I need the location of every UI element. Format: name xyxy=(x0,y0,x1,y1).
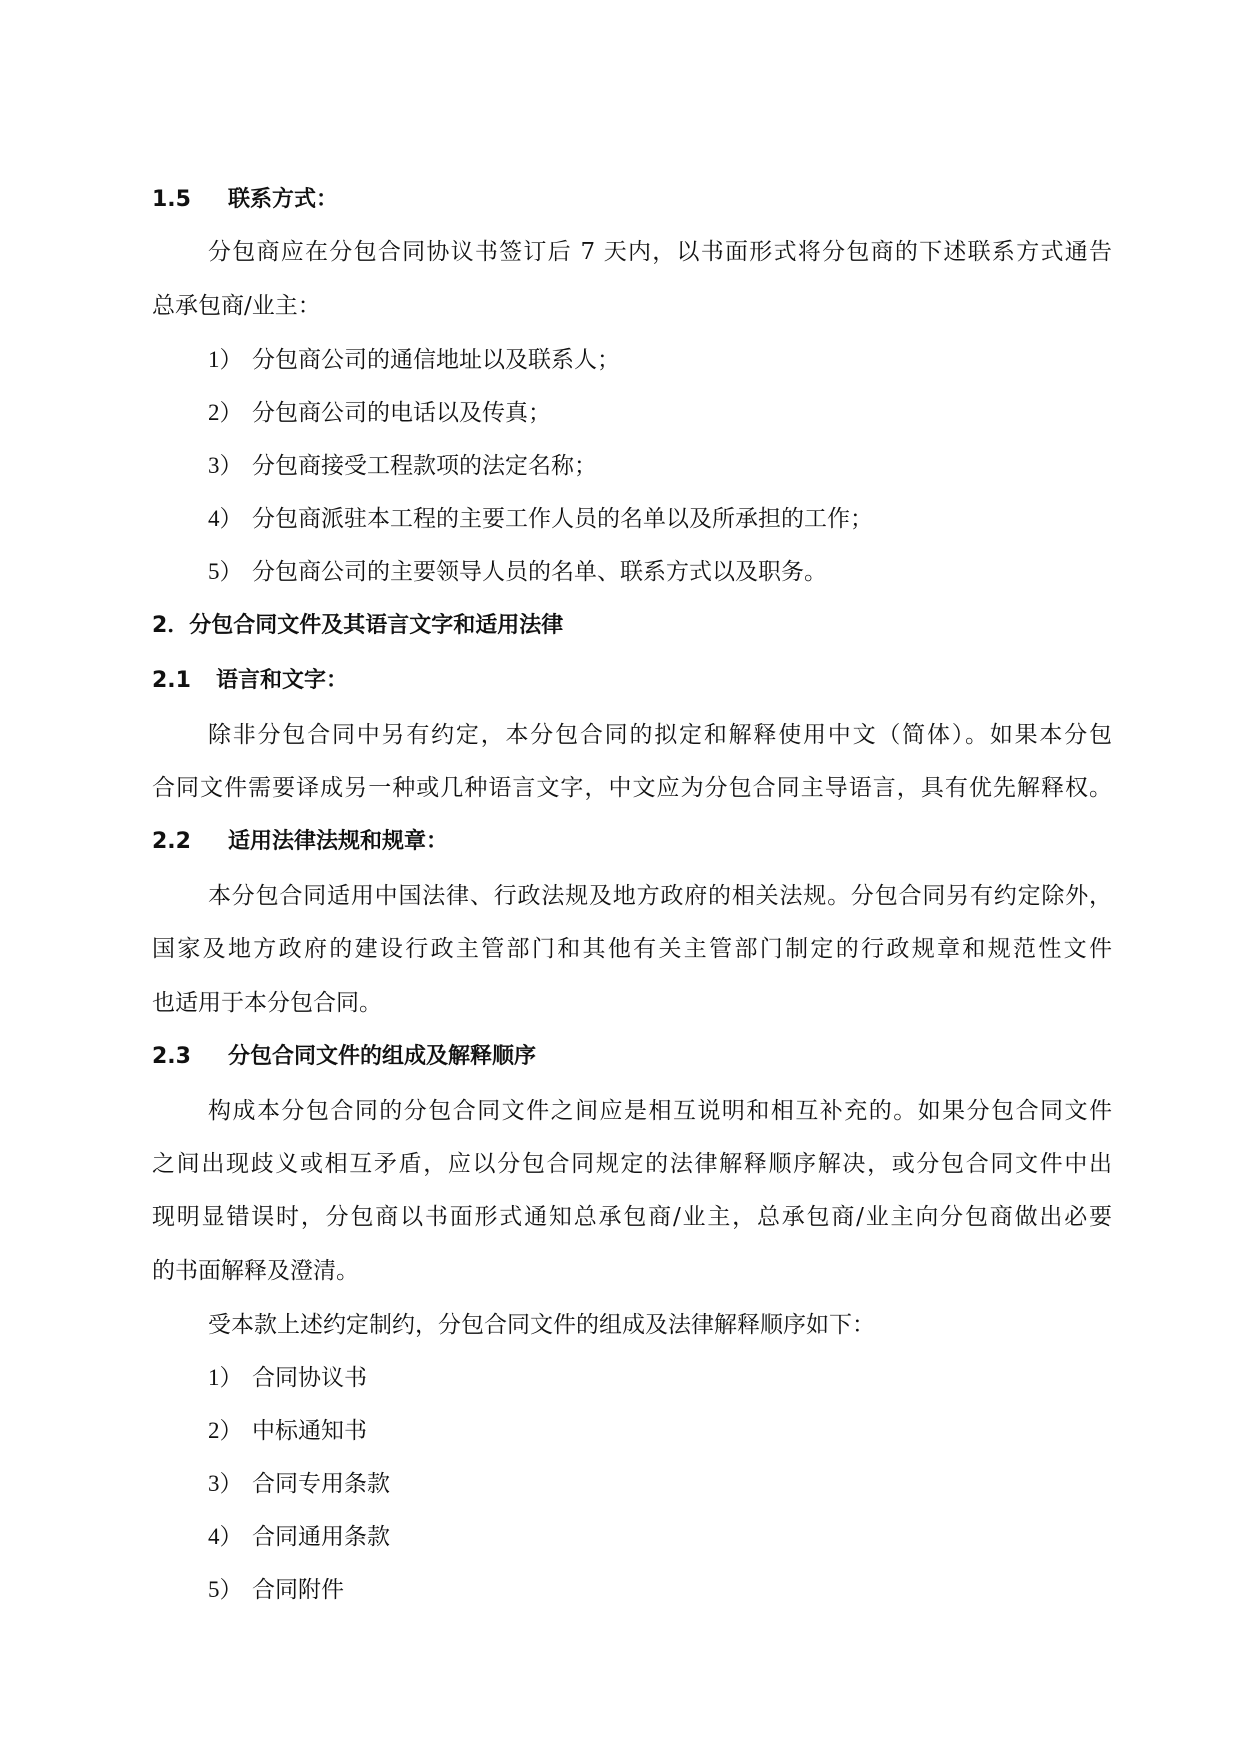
section-number: 2.2 xyxy=(152,829,191,854)
list-item-text: 分包商公司的通信地址以及联系人； xyxy=(252,347,620,373)
list-item-number: 2） xyxy=(208,400,243,425)
paragraph-line: 除非分包合同中另有约定，本分包合同的拟定和解释使用中文（简体）。如果本分包 xyxy=(208,722,1112,748)
paragraph-line: 总承包商/业主： xyxy=(152,293,321,319)
list-item xyxy=(208,1468,390,1500)
section-title: 语言和文字： xyxy=(216,668,349,693)
list-item-text: 分包商公司的主要领导人员的名单、联系方式以及职务。 xyxy=(252,559,827,585)
list-item-number: 1） xyxy=(208,347,243,372)
paragraph-line: 构成本分包合同的分包合同文件之间应是相互说明和相互补充的。如果分包合同文件 xyxy=(208,1098,1112,1124)
list-item-text: 合同附件 xyxy=(252,1577,344,1603)
section-title: 适用法律法规和规章： xyxy=(228,829,449,854)
list-item xyxy=(208,556,827,588)
paragraph-line: 的书面解释及澄清。 xyxy=(152,1258,359,1284)
paragraph-line: 国家及地方政府的建设行政主管部门和其他有关主管部门制定的行政规章和规范性文件 xyxy=(152,936,1112,962)
list-item-number: 4） xyxy=(208,1524,243,1549)
list-item-text: 分包商接受工程款项的法定名称； xyxy=(252,453,597,479)
list-item-text: 合同专用条款 xyxy=(252,1471,390,1497)
list-item-number: 3） xyxy=(208,1471,243,1496)
list-item-text: 合同通用条款 xyxy=(252,1524,390,1550)
section-title: 分包合同文件的组成及解释顺序 xyxy=(228,1044,537,1069)
paragraph-line: 合同文件需要译成另一种或几种语言文字，中文应为分包合同主导语言，具有优先解释权。 xyxy=(152,775,1112,801)
section-heading-2-1 xyxy=(152,665,1112,697)
list-item xyxy=(208,1415,367,1447)
paragraph-line: 现明显错误时，分包商以书面形式通知总承包商/业主，总承包商/业主向分包商做出必要 xyxy=(152,1204,1112,1230)
list-item xyxy=(208,1521,390,1553)
list-item-text: 合同协议书 xyxy=(252,1365,367,1391)
paragraph-line: 也适用于本分包合同。 xyxy=(152,990,382,1016)
paragraph-line: 之间出现歧义或相互矛盾，应以分包合同规定的法律解释顺序解决，或分包合同文件中出 xyxy=(152,1151,1112,1177)
list-item-number: 2） xyxy=(208,1418,243,1443)
list-item-text: 中标通知书 xyxy=(252,1418,367,1444)
paragraph-line: 本分包合同适用中国法律、行政法规及地方政府的相关法规。分包合同另有约定除外， xyxy=(208,883,1112,909)
list-item-number: 4） xyxy=(208,506,243,531)
chapter-heading-2: 2．分包合同文件及其语言文字和适用法律 xyxy=(152,613,564,638)
section-heading-2-3 xyxy=(152,1041,1112,1073)
section-heading-1-5 xyxy=(152,184,1112,216)
list-item xyxy=(208,450,597,482)
section-number: 2.1 xyxy=(152,668,191,693)
list-item xyxy=(208,503,873,535)
list-item-text: 分包商公司的电话以及传真； xyxy=(252,400,551,426)
paragraph-line: 分包商应在分包合同协议书签订后 7 天内，以书面形式将分包商的下述联系方式通告 xyxy=(208,239,1112,265)
list-item-number: 3） xyxy=(208,453,243,478)
section-number: 2.3 xyxy=(152,1044,191,1069)
list-item-text: 分包商派驻本工程的主要工作人员的名单以及所承担的工作； xyxy=(252,506,873,532)
section-number: 1.5 xyxy=(152,187,191,212)
list-item xyxy=(208,344,620,376)
section-title: 联系方式： xyxy=(228,187,339,212)
list-item xyxy=(208,1362,367,1394)
section-heading-2-2 xyxy=(152,826,1112,858)
paragraph-line: 受本款上述约定制约，分包合同文件的组成及法律解释顺序如下： xyxy=(208,1312,875,1338)
list-item xyxy=(208,1574,344,1606)
list-item xyxy=(208,397,551,429)
list-item-number: 1） xyxy=(208,1365,243,1390)
list-item-number: 5） xyxy=(208,559,243,584)
list-item-number: 5） xyxy=(208,1577,243,1602)
